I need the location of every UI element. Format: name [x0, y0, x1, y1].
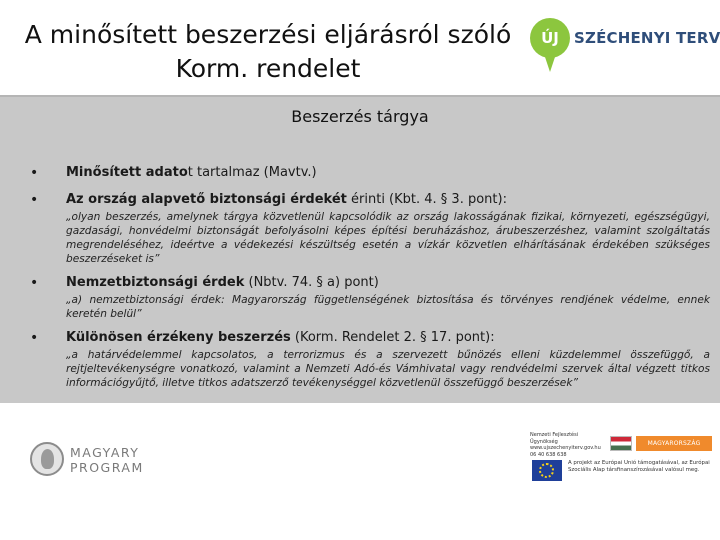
bullet-quote: „olyan beszerzés, amelynek tárgya közvetlenül kapcsolódik az ország lakosságának fizikai, környezeti, egészségügyi, gazdasági, honvédelmi biztonságát befolyásolni képes építési beruházáshoz, árubeszerzéshez, valamint szolgáltatás megrendeléséhez, ideértve a védekezési készültség esetén a vízkár közvetlen elhárításának érdekében szükséges beszerzéseket is”	[66, 211, 710, 265]
magyary-program-logo	[30, 442, 150, 482]
szechenyi-terv-logo	[530, 18, 720, 78]
page-title-line2: Korm. rendelet	[175, 54, 361, 83]
page-title-line1: A minősített beszerzési eljárásról szóló	[24, 20, 512, 49]
list-item	[30, 328, 710, 390]
hungary-renews-band: MAGYARORSZÁG MEGÚJUL	[636, 436, 712, 451]
magyary-line1: MAGYARY	[70, 445, 140, 460]
funding-sign	[530, 432, 714, 492]
eu-support-text: A projekt az Európai Unió támogatásával, az Európai Szociális Alap társfinanszírozásával valósul meg.	[568, 460, 710, 473]
bullet-quote: „a határvédelemmel kapcsolatos, a terrorizmus és a szervezett bűnözés elleni küzdelemmel összefüggő, a rejtjeltevékenységre vonatkozó, valamint a Nemzeti Adó-és Vámhivatal vagy rendvédelmi szervek által végzett titkos információgyűjtő, illetve titkos adatszerző tevékenységgel közvetlenül összefüggő beszerzések”	[66, 349, 710, 389]
bullet-lead	[66, 273, 710, 293]
content-panel	[0, 95, 720, 403]
bullet-lead	[66, 190, 710, 210]
bullet-lead-bold: Az ország alapvető biztonsági érdekét	[66, 192, 347, 207]
list-item	[30, 273, 710, 321]
bullet-lead-bold: Minősített adato	[66, 165, 188, 180]
bullet-lead-bold: Különösen érzékeny beszerzés	[66, 330, 291, 345]
eu-flag-icon	[532, 460, 562, 481]
bullet-lead-text: érinti (Kbt. 4. § 3. pont):	[346, 192, 507, 207]
bullet-lead-text: (Korm. Rendelet 2. § 17. pont):	[290, 330, 495, 345]
szechenyi-pin-icon: ÚJ	[530, 18, 570, 58]
bullet-list	[30, 163, 710, 397]
magyary-text	[70, 445, 144, 475]
logo-text: SZÉCHENYI TERV	[574, 29, 720, 47]
page-title	[8, 18, 528, 86]
bullet-icon: •	[30, 165, 39, 181]
bullet-icon: •	[30, 192, 39, 208]
section-subtitle: Beszerzés tárgya	[291, 107, 429, 126]
list-item	[30, 163, 710, 183]
bullet-icon: •	[30, 330, 39, 346]
bullet-lead-bold: Nemzetbiztonsági érdek	[66, 275, 245, 290]
bullet-quote: „a) nemzetbiztonsági érdek: Magyarország függetlenségének biztosítása és törvényes rendjének védelme, ennek keretén belül”	[66, 294, 710, 320]
hungarian-flag-icon	[610, 436, 632, 451]
list-item	[30, 190, 710, 266]
bullet-lead-text: t tartalmaz (Mavtv.)	[187, 165, 317, 180]
bullet-lead	[66, 163, 710, 183]
eu-stars-icon	[539, 463, 554, 478]
magyary-emblem-icon	[30, 442, 64, 476]
bullet-lead	[66, 328, 710, 348]
bullet-lead-text: (Nbtv. 74. § a) pont)	[244, 275, 379, 290]
bullet-icon: •	[30, 275, 39, 291]
magyary-line2: PROGRAM	[70, 460, 144, 475]
agency-text: Nemzeti Fejlesztési Ügynökség www.ujszechenyiterv.gov.hu 06 40 638 638	[530, 432, 601, 458]
